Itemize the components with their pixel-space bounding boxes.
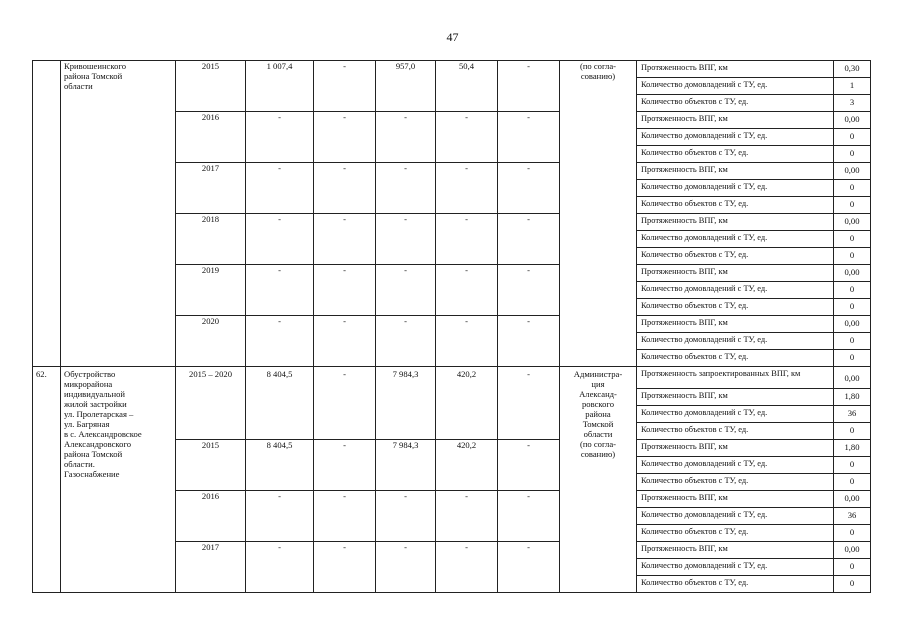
- measure-name-cell: Обустройство микрорайона индивидуальной жилой застройки ул. Пролетарская – ул. Багряная в с. Александровское Александровского района Томской области. Газоснабжение: [61, 367, 176, 593]
- total-cell: 8 404,5: [246, 367, 314, 440]
- year-cell: 2016: [176, 112, 246, 163]
- indicator-label: Количество объектов с ТУ, ед.: [637, 95, 834, 112]
- indicator-label: Количество домовладений с ТУ, ед.: [637, 231, 834, 248]
- indicator-label: Протяженность ВПГ, км: [637, 440, 834, 457]
- total-cell: -: [246, 265, 314, 316]
- funding-cell: -: [498, 440, 560, 491]
- indicator-label: Количество объектов с ТУ, ед.: [637, 423, 834, 440]
- indicator-label: Количество домовладений с ТУ, ед.: [637, 457, 834, 474]
- indicator-value: 0,00: [834, 214, 871, 231]
- indicator-label: Количество объектов с ТУ, ед.: [637, 197, 834, 214]
- year-cell: 2015 – 2020: [176, 367, 246, 440]
- total-cell: 8 404,5: [246, 440, 314, 491]
- funding-cell: 7 984,3: [376, 367, 436, 440]
- indicator-value: 1,80: [834, 389, 871, 406]
- indicator-label: Количество объектов с ТУ, ед.: [637, 576, 834, 593]
- total-cell: -: [246, 214, 314, 265]
- indicator-value: 0: [834, 180, 871, 197]
- funding-cell: 420,2: [436, 367, 498, 440]
- year-cell: 2016: [176, 491, 246, 542]
- indicator-label: Количество домовладений с ТУ, ед.: [637, 508, 834, 525]
- indicator-label: Протяженность ВПГ, км: [637, 316, 834, 333]
- indicator-value: 3: [834, 95, 871, 112]
- funding-cell: 50,4: [436, 61, 498, 112]
- year-cell: 2017: [176, 542, 246, 593]
- funding-cell: -: [376, 214, 436, 265]
- indicator-value: 0,00: [834, 542, 871, 559]
- indicator-value: 0: [834, 197, 871, 214]
- funding-cell: -: [498, 163, 560, 214]
- indicator-value: 0,00: [834, 491, 871, 508]
- indicator-label: Количество объектов с ТУ, ед.: [637, 525, 834, 542]
- row-number-cell: 62.: [33, 367, 61, 593]
- indicator-value: 0,00: [834, 112, 871, 129]
- indicator-value: 1,80: [834, 440, 871, 457]
- indicator-label: Количество домовладений с ТУ, ед.: [637, 78, 834, 95]
- funding-cell: 957,0: [376, 61, 436, 112]
- funding-cell: -: [436, 491, 498, 542]
- indicator-label: Количество объектов с ТУ, ед.: [637, 299, 834, 316]
- indicator-label: Количество домовладений с ТУ, ед.: [637, 129, 834, 146]
- indicator-label: Количество домовладений с ТУ, ед.: [637, 282, 834, 299]
- funding-cell: -: [314, 440, 376, 491]
- funding-cell: -: [498, 214, 560, 265]
- funding-cell: -: [436, 265, 498, 316]
- year-cell: 2015: [176, 61, 246, 112]
- indicator-value: 1: [834, 78, 871, 95]
- row-number-cell: [33, 61, 61, 367]
- funding-cell: -: [498, 316, 560, 367]
- funding-cell: -: [436, 542, 498, 593]
- program-table: [32, 60, 871, 593]
- total-cell: -: [246, 163, 314, 214]
- funding-cell: -: [436, 112, 498, 163]
- measure-name-cell: Кривошеинского района Томской области: [61, 61, 176, 367]
- indicator-label: Количество домовладений с ТУ, ед.: [637, 180, 834, 197]
- indicator-label: Количество домовладений с ТУ, ед.: [637, 559, 834, 576]
- indicator-value: 0,00: [834, 265, 871, 282]
- funding-cell: -: [376, 491, 436, 542]
- indicator-label: Протяженность запроектированных ВПГ, км: [637, 367, 834, 389]
- total-cell: -: [246, 316, 314, 367]
- indicator-label: Количество домовладений с ТУ, ед.: [637, 406, 834, 423]
- funding-cell: -: [314, 491, 376, 542]
- indicator-value: 0: [834, 525, 871, 542]
- year-cell: 2019: [176, 265, 246, 316]
- year-cell: 2020: [176, 316, 246, 367]
- funding-cell: -: [314, 542, 376, 593]
- indicator-value: 0: [834, 333, 871, 350]
- funding-cell: -: [436, 163, 498, 214]
- indicator-value: 0: [834, 423, 871, 440]
- funding-cell: 420,2: [436, 440, 498, 491]
- funding-cell: -: [314, 265, 376, 316]
- indicator-value: 0: [834, 350, 871, 367]
- funding-cell: -: [314, 112, 376, 163]
- indicator-label: Количество объектов с ТУ, ед.: [637, 146, 834, 163]
- funding-cell: -: [314, 316, 376, 367]
- indicator-value: 0: [834, 299, 871, 316]
- indicator-value: 36: [834, 406, 871, 423]
- executor-cell: (по согла- сованию): [560, 61, 637, 367]
- indicator-value: 0: [834, 576, 871, 593]
- indicator-label: Протяженность ВПГ, км: [637, 389, 834, 406]
- total-cell: 1 007,4: [246, 61, 314, 112]
- indicator-value: 0: [834, 248, 871, 265]
- indicator-value: 0,00: [834, 367, 871, 389]
- year-cell: 2018: [176, 214, 246, 265]
- funding-cell: -: [376, 542, 436, 593]
- indicator-label: Протяженность ВПГ, км: [637, 61, 834, 78]
- indicator-label: Количество домовладений с ТУ, ед.: [637, 333, 834, 350]
- indicator-value: 0: [834, 474, 871, 491]
- total-cell: -: [246, 491, 314, 542]
- indicator-value: 0,30: [834, 61, 871, 78]
- table-row: [33, 61, 871, 78]
- funding-cell: -: [376, 316, 436, 367]
- funding-cell: 7 984,3: [376, 440, 436, 491]
- indicator-value: 36: [834, 508, 871, 525]
- indicator-value: 0,00: [834, 163, 871, 180]
- table-row: [33, 367, 871, 389]
- indicator-value: 0: [834, 129, 871, 146]
- indicator-value: 0: [834, 282, 871, 299]
- funding-cell: -: [376, 265, 436, 316]
- indicator-label: Протяженность ВПГ, км: [637, 163, 834, 180]
- indicator-label: Количество объектов с ТУ, ед.: [637, 248, 834, 265]
- total-cell: -: [246, 112, 314, 163]
- funding-cell: -: [314, 163, 376, 214]
- total-cell: -: [246, 542, 314, 593]
- indicator-value: 0,00: [834, 316, 871, 333]
- funding-cell: -: [314, 61, 376, 112]
- funding-cell: -: [498, 112, 560, 163]
- funding-cell: -: [314, 367, 376, 440]
- indicator-value: 0: [834, 146, 871, 163]
- page-number: 47: [446, 30, 459, 44]
- indicator-label: Количество объектов с ТУ, ед.: [637, 350, 834, 367]
- indicator-label: Протяженность ВПГ, км: [637, 542, 834, 559]
- indicator-value: 0: [834, 231, 871, 248]
- indicator-label: Протяженность ВПГ, км: [637, 491, 834, 508]
- funding-cell: -: [436, 214, 498, 265]
- year-cell: 2017: [176, 163, 246, 214]
- funding-cell: -: [314, 214, 376, 265]
- funding-cell: -: [376, 163, 436, 214]
- executor-cell: Администра- ция Александ- ровского района Томской области (по согла- сованию): [560, 367, 637, 593]
- indicator-label: Протяженность ВПГ, км: [637, 265, 834, 282]
- funding-cell: -: [498, 491, 560, 542]
- funding-cell: -: [498, 367, 560, 440]
- indicator-value: 0: [834, 559, 871, 576]
- funding-cell: -: [376, 112, 436, 163]
- indicator-value: 0: [834, 457, 871, 474]
- funding-cell: -: [498, 542, 560, 593]
- year-cell: 2015: [176, 440, 246, 491]
- indicator-label: Количество объектов с ТУ, ед.: [637, 474, 834, 491]
- funding-cell: -: [436, 316, 498, 367]
- funding-cell: -: [498, 265, 560, 316]
- funding-cell: -: [498, 61, 560, 112]
- indicator-label: Протяженность ВПГ, км: [637, 112, 834, 129]
- indicator-label: Протяженность ВПГ, км: [637, 214, 834, 231]
